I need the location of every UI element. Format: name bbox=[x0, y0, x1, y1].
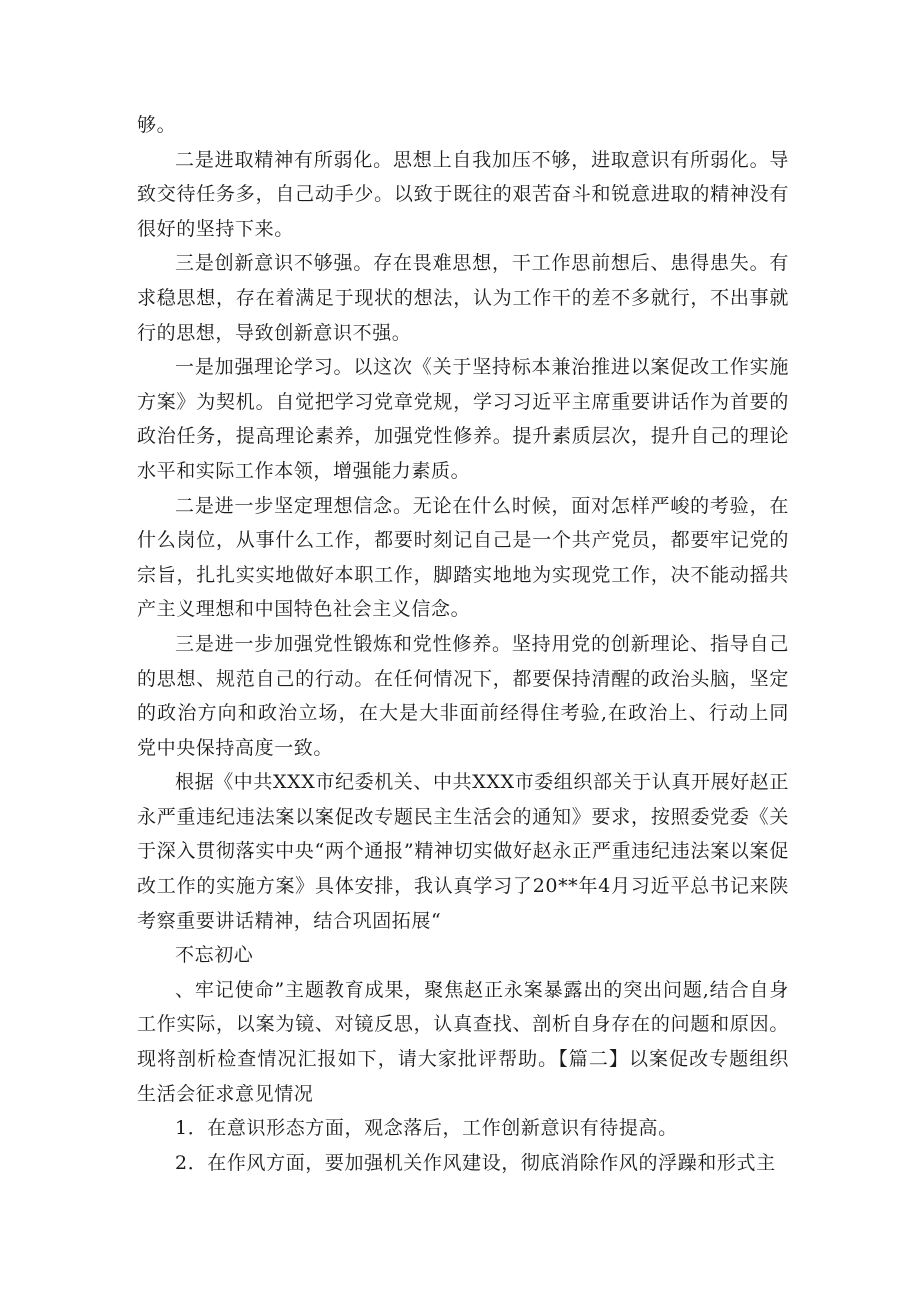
paragraph-basis-notice: 根据《中共XXX市纪委机关、中共XXX市委组织部关于认真开展好赵正永严重违纪违法案以案促改专题民主生活会的通知》要求，按照委党委《关于深入贯彻落实中央“两个通报”精神切实做好赵永正严重违纪违法案以案促改工作的实施方案》具体安排，我认真学习了20**年4月习近平总书记来陕考察重要讲话精神，结合巩固拓展“ bbox=[137, 771, 789, 932]
paragraph-enterprise-spirit: 二是进取精神有所弱化。思想上自我加压不够，进取意识有所弱化。导致交待任务多，自己动手少。以致于既往的艰苦奋斗和锐意进取的精神没有很好的坚持下来。 bbox=[137, 148, 789, 240]
document-body bbox=[137, 108, 789, 1180]
list-item-work-style: 2．在作风方面，要加强机关作风建设，彻底消除作风的浮躁和形式主 bbox=[175, 1151, 776, 1174]
paragraph-ideals-beliefs: 二是进一步坚定理想信念。无论在什么时候，面对怎样严峻的考验，在什么岗位，从事什么工作，都要时刻记自己是一个共产党员，都要牢记党的宗旨，扎扎实实地做好本职工作，脚踏实地地为实现党工作，决不能动摇共产主义理想和中国特色社会主义信念。 bbox=[137, 494, 789, 621]
paragraph-theory-study: 一是加强理论学习。以这次《关于坚持标本兼治推进以案促改工作实施方案》为契机。自觉把学习党章党规，学习习近平主席重要讲话作为首要的政治任务，提高理论素养，加强党性修养。提升素质层次，提升自己的理论水平和实际工作本领，增强能力素质。 bbox=[137, 356, 789, 482]
list-item-ideology: 1．在意识形态方面，观念落后，工作创新意识有待提高。 bbox=[175, 1117, 678, 1140]
paragraph-original-aspiration: 不忘初心 bbox=[175, 944, 254, 967]
paragraph-continuation: 够。 bbox=[137, 114, 177, 136]
paragraph-mission-summary: 、牢记使命”主题教育成果，聚焦赵正永案暴露出的突出问题,结合自身工作实际，以案为镜、对镜反思，认真查找、剖析自身存在的问题和原因。现将剖析检查情况汇报如下，请大家批评帮助。【篇二】以案促改专题组织生活会征求意见情况 bbox=[137, 978, 789, 1105]
paragraph-innovation-awareness: 三是创新意识不够强。存在畏难思想，干工作思前想后、患得患失。有求稳思想，存在着满足于现状的想法，认为工作干的差不多就行，不出事就行的思想，导致创新意识不强。 bbox=[137, 252, 789, 344]
paragraph-party-spirit: 三是进一步加强党性锻炼和党性修养。坚持用党的创新理论、指导自己的思想、规范自己的行动。在任何情况下，都要保持清醒的政治头脑，坚定的政治方向和政治立场，在大是大非面前经得住考验,在政治上、行动上同党中央保持高度一致。 bbox=[137, 632, 789, 759]
